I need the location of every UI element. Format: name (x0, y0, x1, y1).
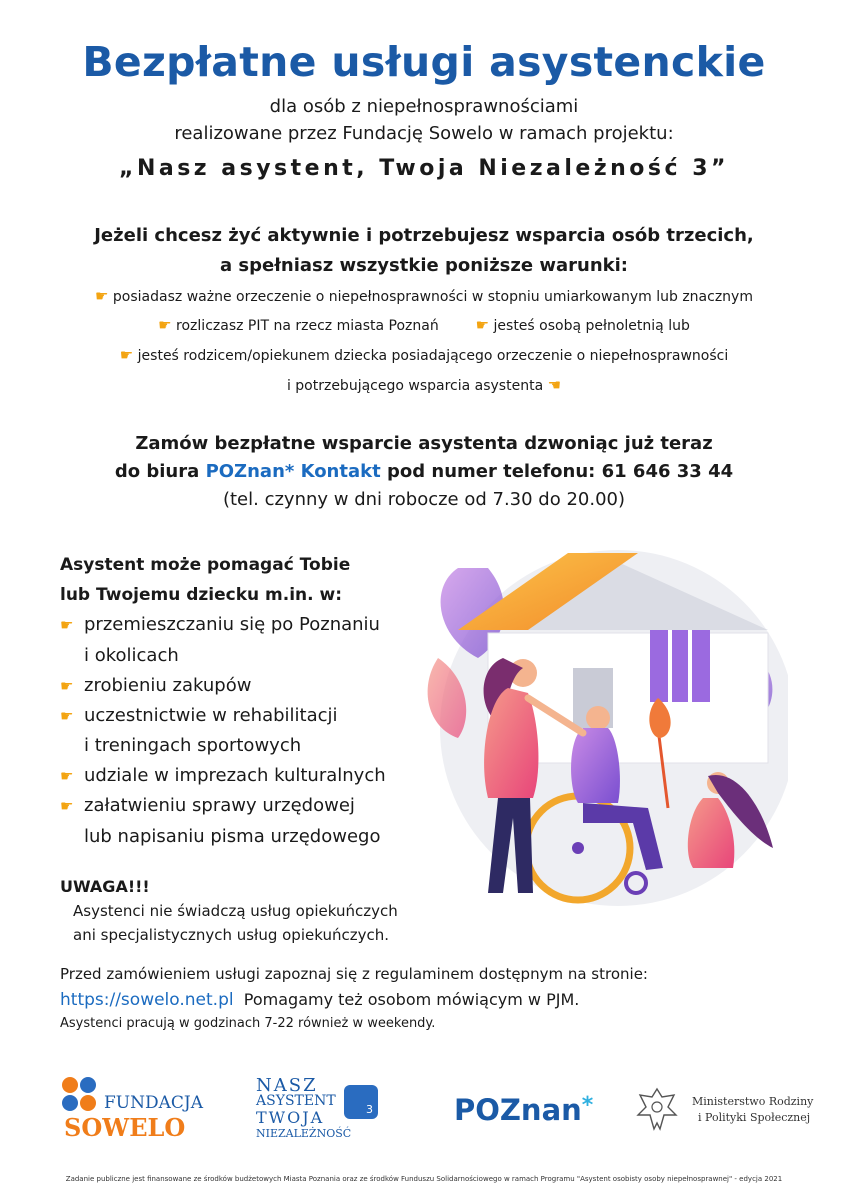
poznan-logo: POZnan* (454, 1093, 594, 1127)
subtitle-line-2: realizowane przez Fundację Sowelo w ramach projektu: (174, 123, 674, 144)
house-window (650, 630, 710, 702)
poznan-star-icon: * (581, 1093, 594, 1118)
pointing-hand-icon: ☛ (95, 287, 109, 305)
call-line-2 (0, 461, 848, 482)
pointing-hand-icon: ☛ (158, 316, 172, 334)
warning-line-1: Asystenci nie świadczą usług opiekuńczych (73, 902, 398, 920)
ministry-line-2: i Polityki Społecznej (698, 1111, 811, 1124)
assistant-item-continued: i treningach sportowych (84, 735, 302, 756)
assistant-item-continued: lub napisaniu pisma urzędowego (84, 826, 381, 847)
sowelo-label: SOWELO (64, 1113, 186, 1142)
condition-item: rozliczasz PIT na rzecz miasta Poznań (176, 318, 439, 334)
assistant-item: ☛ udziale w imprezach kulturalnych (60, 765, 386, 786)
assistant-item: ☛ przemieszczaniu się po Poznaniu (60, 614, 380, 635)
assistant-heading-1: Asystent może pomagać Tobie (60, 555, 351, 575)
phone-number-text: pod numer telefonu: 61 646 33 44 (386, 461, 734, 482)
seated-person (571, 728, 620, 803)
pjm-text: Pomagamy też osobom mówiącym w PJM. (243, 990, 580, 1009)
sowelo-flower-icon (60, 1075, 100, 1115)
eagle-emblem-icon (634, 1085, 680, 1133)
nasz-badge: 3 (344, 1085, 378, 1119)
niezaleznosc-label: NIEZALEŻNOŚĆ (256, 1127, 352, 1140)
poznan-kontakt-label: POZnan* Kontakt (205, 461, 381, 482)
intro-line-1: Jeżeli chcesz żyć aktywnie i potrzebujesz wsparcia osób trzecich, (94, 225, 754, 246)
page-title: Bezpłatne usługi asystenckie (82, 38, 766, 86)
condition-row-3 (0, 346, 848, 364)
ministry-line-1: Ministerstwo Rodziny (692, 1095, 814, 1108)
condition-item: jesteś osobą pełnoletnią lub (493, 318, 690, 334)
warning-line-2: ani specjalistycznych usług opiekuńczych. (73, 926, 389, 944)
condition-item: posiadasz ważne orzeczenie o niepełnosprawności w stopniu umiarkowanym lub znacznym (112, 289, 753, 305)
pointing-hand-icon: ☛ (119, 346, 134, 364)
intro-line-2: a spełniasz wszystkie poniższe warunki: (220, 255, 628, 276)
condition-row-1 (0, 287, 848, 305)
nasz-label: NASZ (256, 1075, 318, 1096)
footer-line-2 (60, 990, 579, 1010)
assistant-item-continued: i okolicach (84, 645, 179, 666)
assistant-item: ☛ zrobieniu zakupów (60, 675, 252, 696)
condition-item: i potrzebującego wsparcia asystenta (286, 378, 544, 394)
warning-title: UWAGA!!! (60, 877, 150, 896)
ministry-logo (634, 1085, 814, 1135)
fundacja-sowelo-logo (60, 1075, 210, 1145)
pointing-hand-icon: ☚ (547, 376, 562, 394)
condition-row-2 (0, 316, 848, 334)
hours-text: Asystenci pracują w godzinach 7-22 również w weekendy. (60, 1016, 436, 1031)
assistant-illustration (418, 548, 788, 908)
pointing-hand-icon: ☛ (475, 316, 490, 334)
call-hours: (tel. czynny w dni robocze od 7.30 do 20.00) (222, 489, 626, 510)
website-link[interactable]: https://sowelo.net.pl (60, 990, 234, 1010)
condition-row-4 (0, 376, 848, 394)
funding-note: Zadanie publiczne jest finansowane ze środków budżetowych Miasta Poznania oraz ze środków Funduszu Solidarnościowego w ramach Programu "Asystent osobisty osoby niepełnosprawnej" - edycja 2021 (65, 1175, 783, 1183)
condition-item: jesteś rodzicem/opiekunem dziecka posiadającego orzeczenie o niepełnosprawności (137, 348, 729, 364)
pointing-hand-icon: ☛ (60, 707, 74, 725)
twoja-label: TWOJA (256, 1108, 325, 1127)
call-prefix: do biura (114, 461, 200, 482)
project-name: „Nasz asystent, Twoja Niezależność 3” (119, 156, 729, 181)
assistant-item: ☛ uczestnictwie w rehabilitacji (60, 705, 338, 726)
nasz-asystent-logo (256, 1075, 396, 1150)
assistant-item: ☛ załatwieniu sprawy urzędowej (60, 795, 355, 816)
person-head (586, 706, 610, 730)
pointing-hand-icon: ☛ (60, 677, 74, 695)
subtitle-line-1: dla osób z niepełnosprawnościami (269, 96, 579, 117)
asystent-label: ASYSTENT (256, 1093, 336, 1109)
assistant-heading-2: lub Twojemu dziecku m.in. w: (60, 585, 343, 605)
fundacja-label: FUNDACJA (104, 1093, 204, 1113)
pointing-hand-icon: ☛ (60, 767, 74, 785)
call-line-1: Zamów bezpłatne wsparcie asystenta dzwoniąc już teraz (135, 433, 713, 454)
pointing-hand-icon: ☛ (60, 797, 74, 815)
regulations-text: Przed zamówieniem usługi zapoznaj się z regulaminem dostępnym na stronie: (60, 965, 648, 983)
pointing-hand-icon: ☛ (60, 616, 74, 634)
